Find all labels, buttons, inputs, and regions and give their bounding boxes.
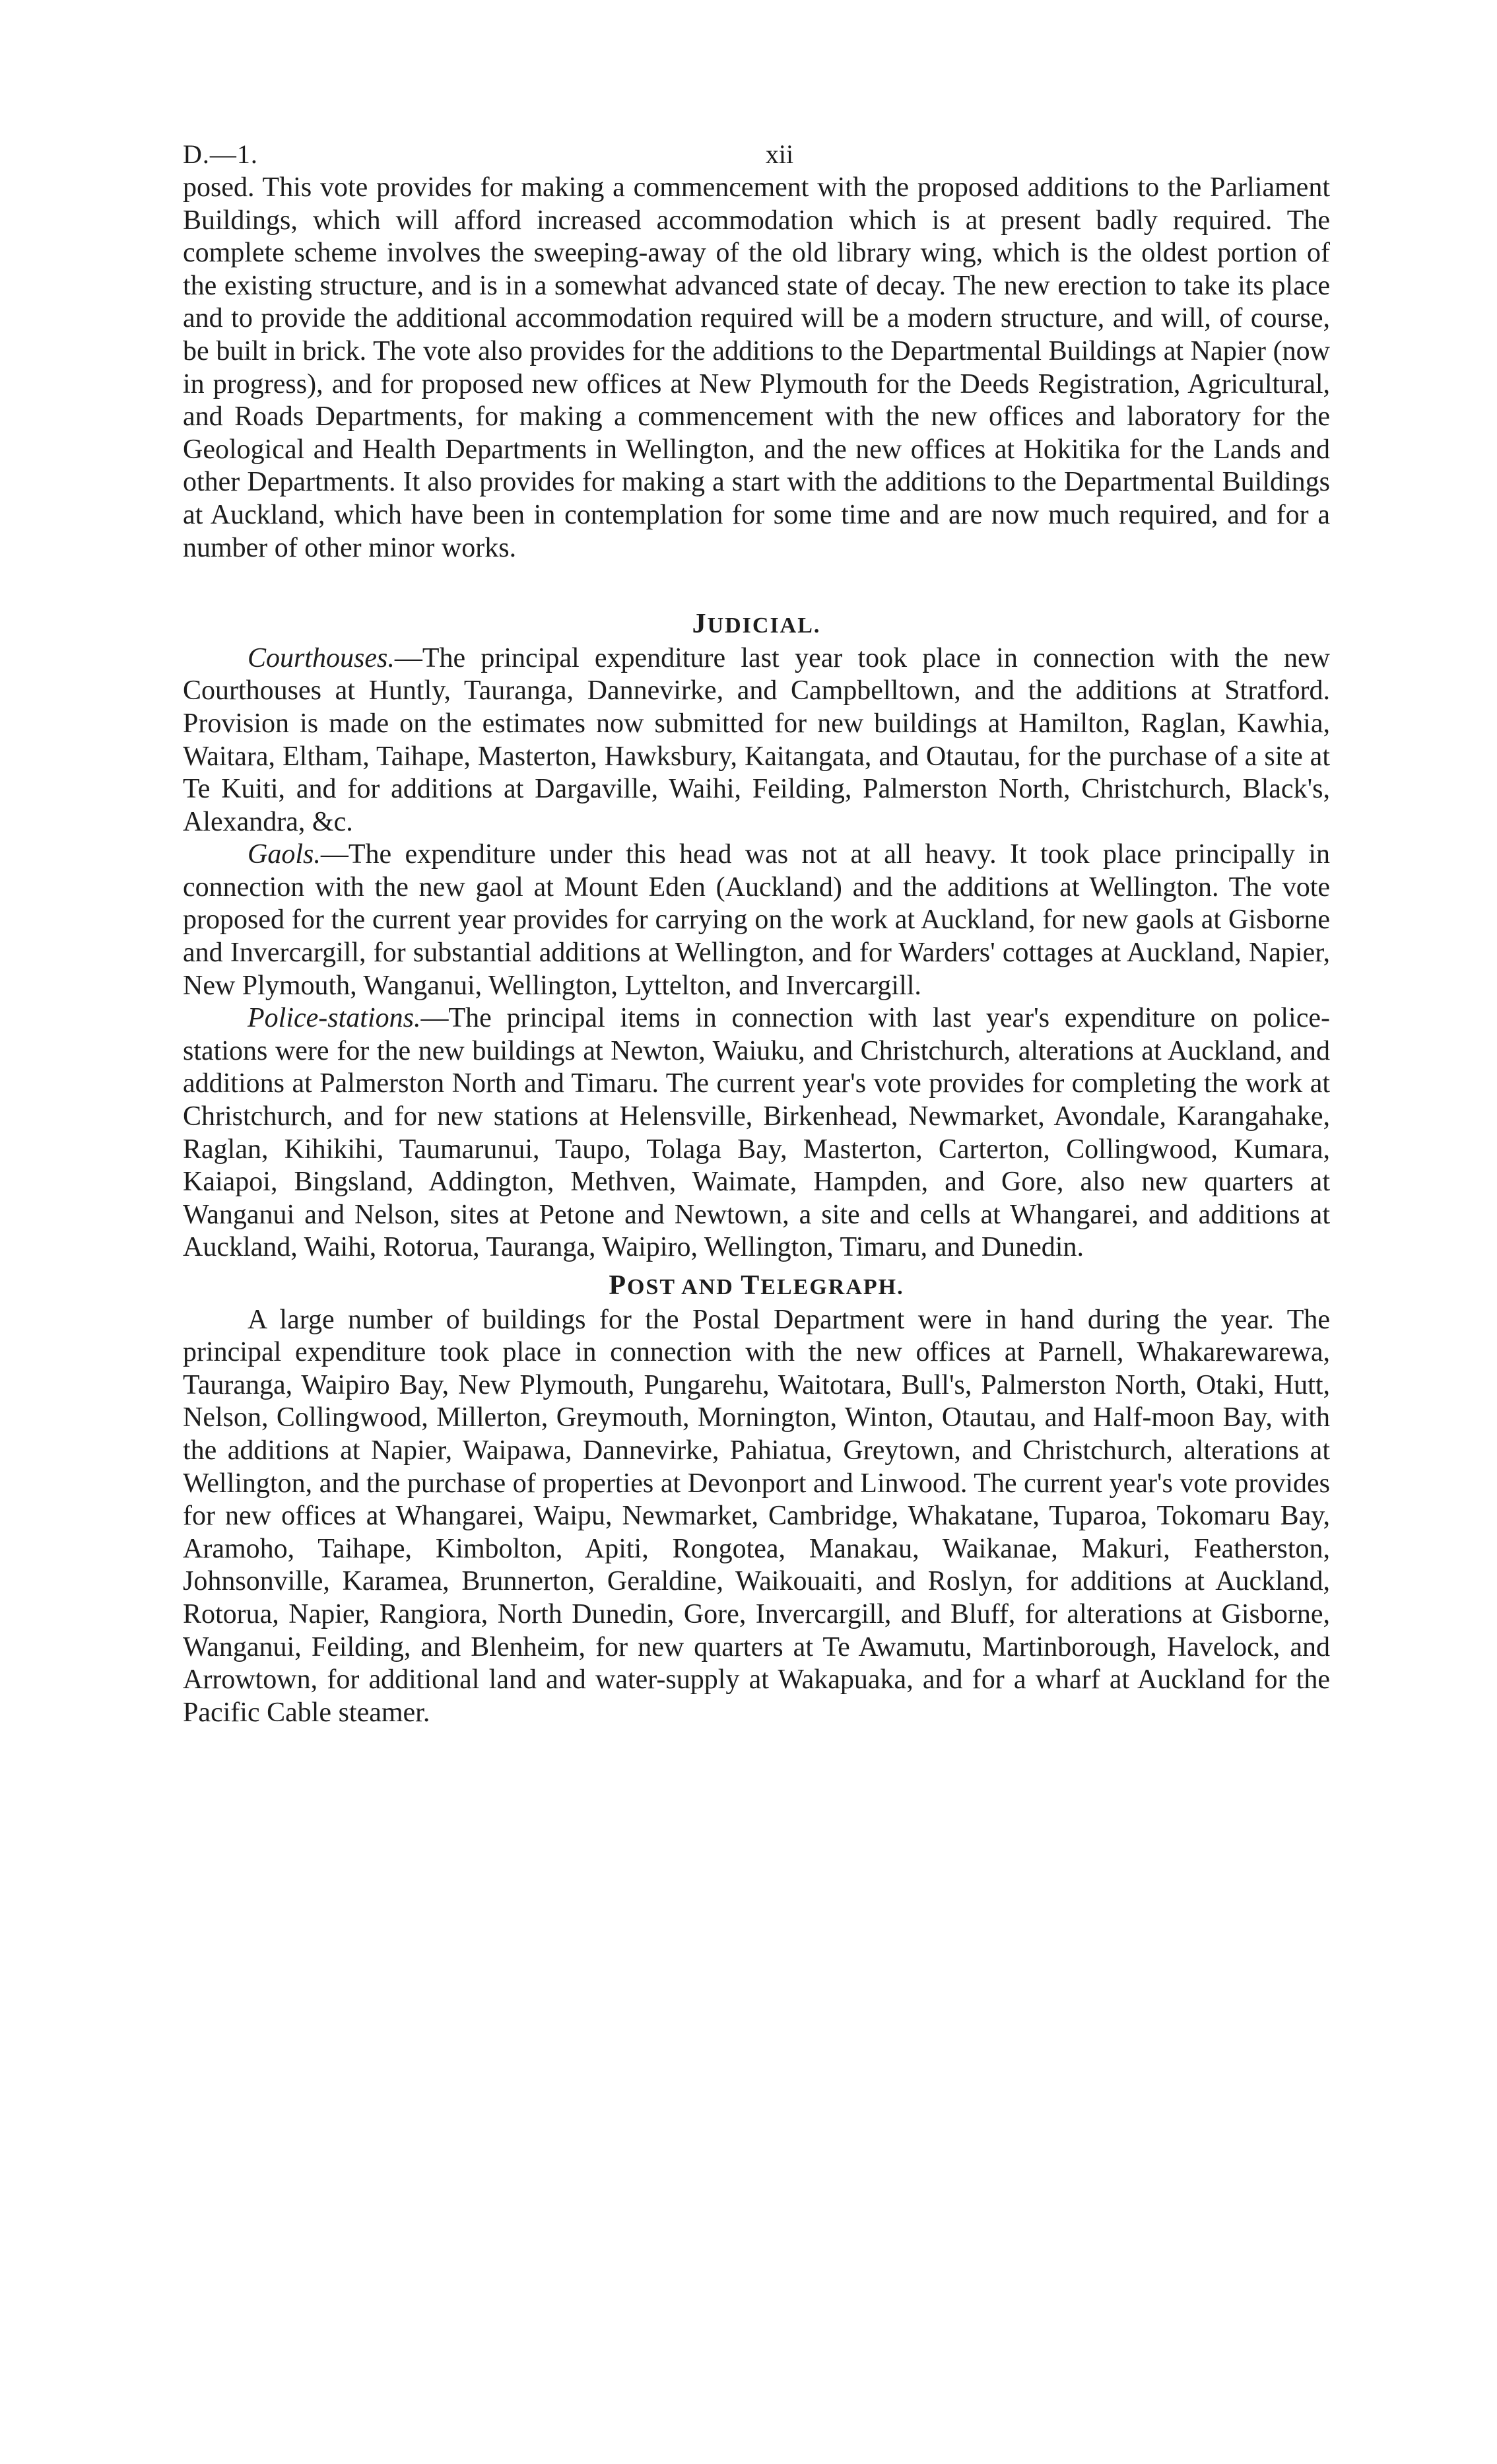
gaols-label: Gaols. <box>248 839 321 870</box>
section-heading-judicial: JUDICIAL. <box>692 609 821 640</box>
courthouses-label: Courthouses. <box>248 642 395 673</box>
page-number: xii <box>765 139 794 169</box>
page-header <box>183 132 1330 172</box>
document-page <box>183 132 1330 1729</box>
post-and-telegraph-paragraph: A large number of buildings for the Postal Department were in hand during the year. The principal expenditure took place in connection with the new offices at Parnell, Whakarewarewa, Tauranga, Waipiro Bay, New Plymouth, Pungarehu, Waitotara, Bull's, Palmerston North, Otaki, Hutt, Nelson, Collingwood, Millerton, Greymouth, Mornington, Winton, Otautau, and Half-moon Bay, with the additions at Napier, Waipawa, Dannevirke, Pahiatua, Greytown, and Christchurch, alterations at Wellington, and the purchase of properties at Devonport and Linwood. The current year's vote provides for new offices at Whangarei, Waipu, Newmarket, Cambridge, Whakatane, Tuparoa, Tokomaru Bay, Aramoho, Taihape, Kimbolton, Apiti, Rongotea, Manakau, Waikanae, Makuri, Featherston, Johnsonville, Karamea, Brunnerton, Geraldine, Waikouaiti, and Roslyn, for additions at Auckland, Rotorua, Napier, Rangiora, North Dunedin, Gore, Invercargill, and Bluff, for alterations at Gisborne, Wanganui, Feilding, and Blenheim, for new quarters at Te Awamutu, Martinborough, Havelock, and Arrowtown, for additional land and water-supply at Wakapuaka, and for a wharf at Auckland for the Pacific Cable steamer. <box>183 1304 1330 1728</box>
courthouses-paragraph <box>183 642 1330 839</box>
document-reference: D.—1. <box>183 139 258 169</box>
intro-paragraph: posed. This vote provides for making a commencement with the proposed additions to the Parliament Buildings, which will afford increased accommodation which is at present badly required. The complete scheme involves the sweeping-away of the old library wing, which is the oldest portion of the existing structure, and is in a somewhat advanced state of decay. The new erection to take its place and to provide the additional accommodation required will be a modern structure, and will, of course, be built in brick. The vote also provides for the additions to the Departmental Buildings at Napier (now in progress), and for proposed new offices at New Plymouth for the Deeds Registration, Agricultural, and Roads Departments, for making a commencement with the new offices and laboratory for the Geological and Health Departments in Wellington, and the new offices at Hokitika for the Lands and other Departments. It also provides for making a start with the additions to the Departmental Buildings at Auckland, which have been in contemplation for some time and are now much required, and for a number of other minor works. <box>183 172 1330 563</box>
police-stations-paragraph <box>183 1002 1330 1264</box>
gaols-paragraph <box>183 838 1330 1002</box>
gaols-text: —The expenditure under this head was not at all heavy. It took place principally in connection with the new gaol at Mount Eden (Auckland) and the additions at Wellington. The vote proposed for the current year provides for carrying on the work at Auckland, for new gaols at Gisborne and Invercargill, for substantial additions at Wellington, and for Warders' cottages at Auckland, Napier, New Plymouth, Wanganui, Wellington, Lyttelton, and Invercargill. <box>183 839 1330 1001</box>
courthouses-text: —The principal expenditure last year took place in connection with the new Courthouses at Huntly, Tauranga, Dannevirke, and Campbelltown, and the additions at Stratford. Provision is made on the estimates now submitted for new buildings at Hamilton, Raglan, Kawhia, Waitara, Eltham, Taihape, Masterton, Hawksbury, Kaitangata, and Otautau, for the purchase of a site at Te Kuiti, and for additions at Dargaville, Waihi, Feilding, Palmerston North, Christchurch, Black's, Alexandra, &c. <box>183 642 1330 837</box>
section-heading-post-and-telegraph: POST AND TELEGRAPH. <box>609 1270 904 1301</box>
police-stations-text: —The principal items in connection with last year's expenditure on police-stations were for the new buildings at Newton, Waiuku, and Christchurch, alterations at Auckland, and additions at Palmerston North and Timaru. The current year's vote provides for completing the work at Christchurch, and for new stations at Helensville, Birkenhead, Newmarket, Avondale, Karangahake, Raglan, Kihikihi, Taumarunui, Taupo, Tolaga Bay, Masterton, Carterton, Collingwood, Kumara, Kaiapoi, Bingsland, Addington, Methven, Waimate, Hampden, and Gore, also new quarters at Wanganui and Nelson, sites at Petone and Newtown, a site and cells at Whangarei, and additions at Auckland, Waihi, Rotorua, Tauranga, Waipiro, Wellington, Timaru, and Dunedin. <box>183 1003 1330 1263</box>
police-stations-label: Police-stations. <box>248 1003 421 1034</box>
